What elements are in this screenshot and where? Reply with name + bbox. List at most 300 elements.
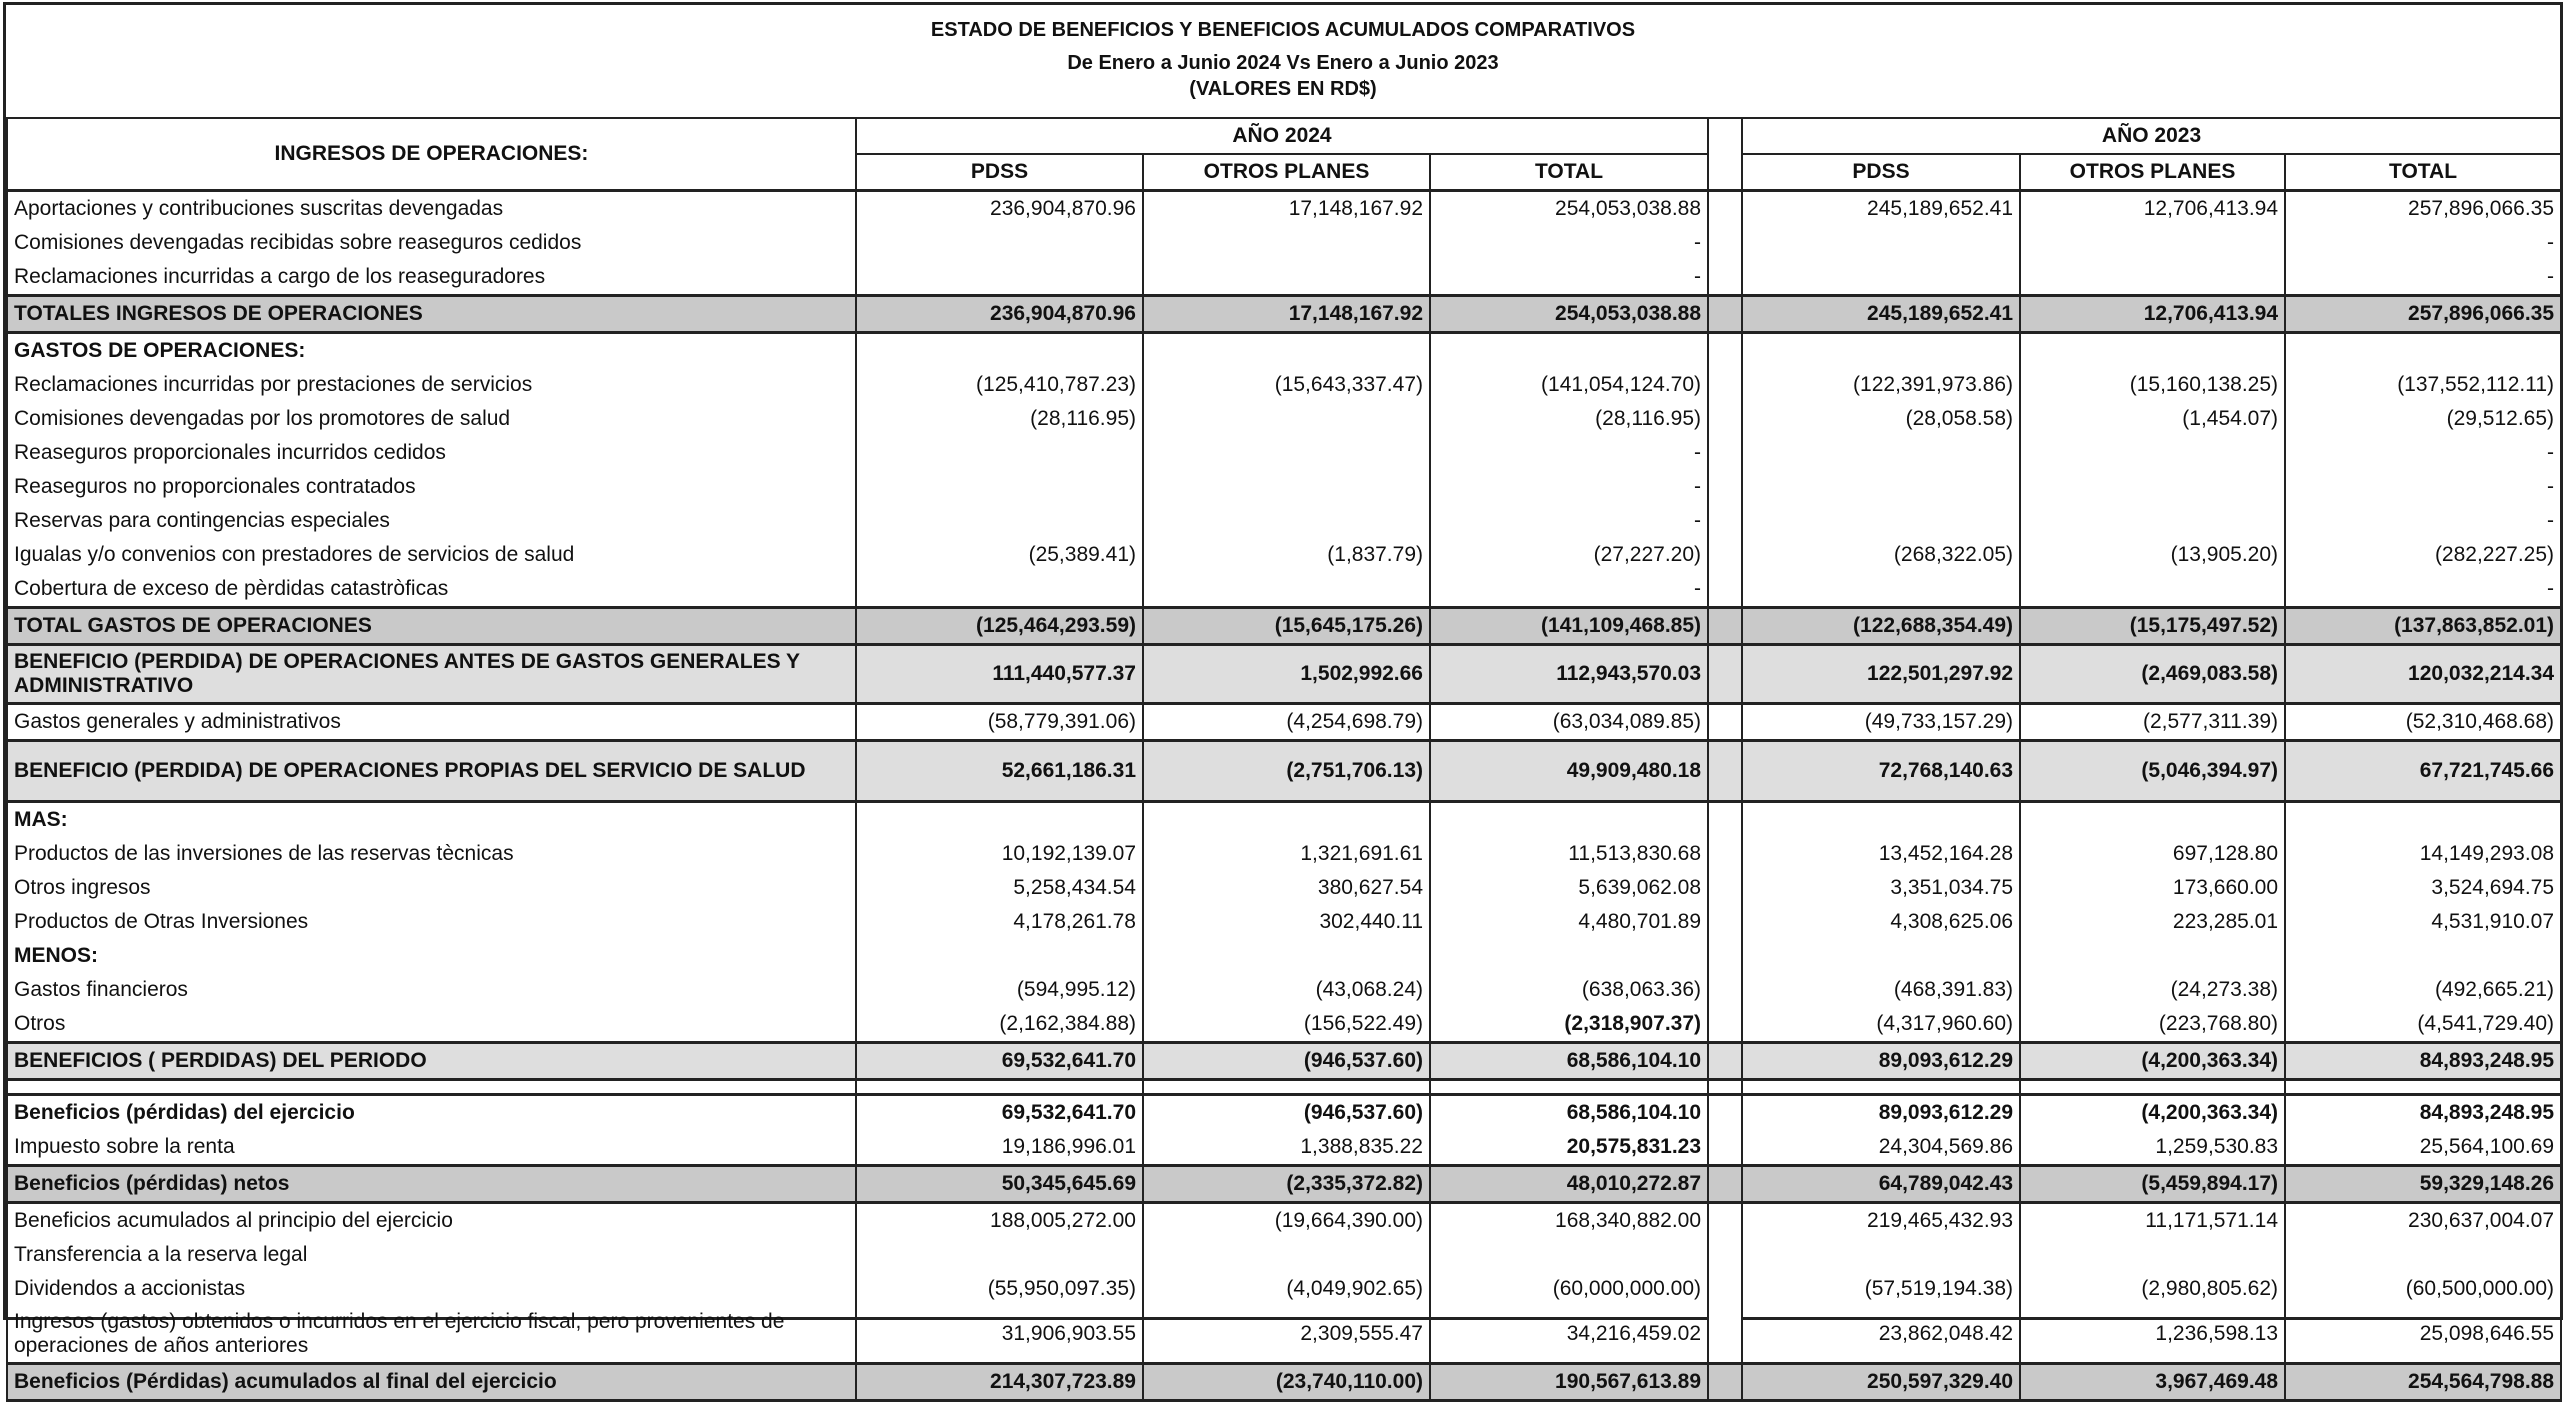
- value-cell: 67,721,745.66: [2285, 741, 2561, 802]
- table-row: [7, 704, 2561, 741]
- row-label: Impuesto sobre la renta: [7, 1130, 856, 1166]
- table-row: [7, 296, 2561, 333]
- value-cell: 214,307,723.89: [856, 1364, 1143, 1401]
- table-row: [7, 608, 2561, 645]
- value-cell: 2,309,555.47: [1143, 1306, 1430, 1364]
- value-cell: 59,329,148.26: [2285, 1166, 2561, 1203]
- value-cell: [856, 226, 1143, 260]
- value-cell: (594,995.12): [856, 973, 1143, 1007]
- value-cell: 1,502,992.66: [1143, 645, 1430, 704]
- value-cell: [2285, 802, 2561, 838]
- table-row: [7, 837, 2561, 871]
- value-cell: [856, 260, 1143, 296]
- value-cell: (946,537.60): [1143, 1095, 1430, 1131]
- value-cell: (2,469,083.58): [2020, 645, 2285, 704]
- value-cell: [1143, 333, 1430, 369]
- column-gap: [1708, 645, 1742, 704]
- value-cell: (24,273.38): [2020, 973, 2285, 1007]
- value-cell: (4,254,698.79): [1143, 704, 1430, 741]
- value-cell: [1430, 802, 1708, 838]
- row-label: Productos de Otras Inversiones: [7, 905, 856, 939]
- value-cell: [1430, 939, 1708, 973]
- value-cell: [1430, 333, 1708, 369]
- value-cell: 34,216,459.02: [1430, 1306, 1708, 1364]
- value-cell: (28,116.95): [1430, 402, 1708, 436]
- value-cell: 1,259,530.83: [2020, 1130, 2285, 1166]
- value-cell: [2020, 572, 2285, 608]
- value-cell: (5,459,894.17): [2020, 1166, 2285, 1203]
- row-label: Comisiones devengadas por los promotores de salud: [7, 402, 856, 436]
- separator-cell: [7, 1080, 856, 1095]
- value-cell: [1143, 802, 1430, 838]
- value-cell: (137,552,112.11): [2285, 368, 2561, 402]
- table-row: [7, 504, 2561, 538]
- value-cell: 257,896,066.35: [2285, 191, 2561, 227]
- value-cell: (2,318,907.37): [1430, 1007, 1708, 1043]
- column-gap: [1708, 1043, 1742, 1080]
- value-cell: 219,465,432.93: [1742, 1203, 2020, 1239]
- value-cell: (57,519,194.38): [1742, 1272, 2020, 1306]
- value-cell: (15,645,175.26): [1143, 608, 1430, 645]
- column-gap: [1708, 226, 1742, 260]
- column-gap: [1708, 504, 1742, 538]
- value-cell: 52,661,186.31: [856, 741, 1143, 802]
- value-cell: [856, 436, 1143, 470]
- statement-table: [6, 117, 2562, 1402]
- value-cell: 49,909,480.18: [1430, 741, 1708, 802]
- value-cell: (63,034,089.85): [1430, 704, 1708, 741]
- value-cell: [2020, 939, 2285, 973]
- value-cell: (268,322.05): [1742, 538, 2020, 572]
- value-cell: 3,967,469.48: [2020, 1364, 2285, 1401]
- table-row: [7, 191, 2561, 227]
- row-label: Gastos generales y administrativos: [7, 704, 856, 741]
- value-cell: 168,340,882.00: [1430, 1203, 1708, 1239]
- row-label: MAS:: [7, 802, 856, 838]
- value-cell: 25,098,646.55: [2285, 1306, 2561, 1364]
- value-cell: (13,905.20): [2020, 538, 2285, 572]
- value-cell: (282,227.25): [2285, 538, 2561, 572]
- value-cell: -: [2285, 504, 2561, 538]
- table-row: [7, 1364, 2561, 1401]
- value-cell: 10,192,139.07: [856, 837, 1143, 871]
- column-gap: [1708, 704, 1742, 741]
- table-row: [7, 871, 2561, 905]
- table-row: [7, 436, 2561, 470]
- value-cell: 380,627.54: [1143, 871, 1430, 905]
- value-cell: (2,577,311.39): [2020, 704, 2285, 741]
- value-cell: (15,175,497.52): [2020, 608, 2285, 645]
- separator-row: [7, 1080, 2561, 1095]
- value-cell: 69,532,641.70: [856, 1095, 1143, 1131]
- value-cell: 24,304,569.86: [1742, 1130, 2020, 1166]
- column-gap: [1708, 470, 1742, 504]
- value-cell: (60,000,000.00): [1430, 1272, 1708, 1306]
- column-gap: [1708, 118, 1742, 191]
- row-label: GASTOS DE OPERACIONES:: [7, 333, 856, 369]
- column-gap: [1708, 741, 1742, 802]
- column-gap: [1708, 837, 1742, 871]
- value-cell: 245,189,652.41: [1742, 191, 2020, 227]
- separator-cell: [1430, 1080, 1708, 1095]
- value-cell: 190,567,613.89: [1430, 1364, 1708, 1401]
- value-cell: [856, 333, 1143, 369]
- row-label: Reservas para contingencias especiales: [7, 504, 856, 538]
- value-cell: (29,512.65): [2285, 402, 2561, 436]
- row-label: BENEFICIOS ( PERDIDAS) DEL PERIODO: [7, 1043, 856, 1080]
- column-gap: [1708, 402, 1742, 436]
- value-cell: 31,906,903.55: [856, 1306, 1143, 1364]
- row-label: Ingresos (gastos) obtenidos o incurridos en el ejercicio fiscal, pero provenientes de operaciones de años anteriores: [7, 1306, 856, 1364]
- table-row: [7, 1007, 2561, 1043]
- col-pdss-2024: PDSS: [856, 154, 1143, 191]
- separator-cell: [2020, 1080, 2285, 1095]
- value-cell: 68,586,104.10: [1430, 1095, 1708, 1131]
- value-cell: [1143, 1238, 1430, 1272]
- value-cell: (137,863,852.01): [2285, 608, 2561, 645]
- financial-statement: [3, 2, 2563, 1393]
- value-cell: [856, 504, 1143, 538]
- value-cell: [1742, 226, 2020, 260]
- value-cell: 13,452,164.28: [1742, 837, 2020, 871]
- value-cell: (28,058.58): [1742, 402, 2020, 436]
- value-cell: (2,751,706.13): [1143, 741, 1430, 802]
- value-cell: [1430, 1238, 1708, 1272]
- value-cell: 3,524,694.75: [2285, 871, 2561, 905]
- value-cell: -: [1430, 260, 1708, 296]
- value-cell: (141,054,124.70): [1430, 368, 1708, 402]
- row-label: Otros ingresos: [7, 871, 856, 905]
- value-cell: 1,236,598.13: [2020, 1306, 2285, 1364]
- table-row: [7, 260, 2561, 296]
- col-pdss-2023: PDSS: [1742, 154, 2020, 191]
- value-cell: 48,010,272.87: [1430, 1166, 1708, 1203]
- value-cell: 236,904,870.96: [856, 191, 1143, 227]
- value-cell: (125,464,293.59): [856, 608, 1143, 645]
- value-cell: [1742, 470, 2020, 504]
- value-cell: (49,733,157.29): [1742, 704, 2020, 741]
- row-label: Beneficios (pérdidas) del ejercicio: [7, 1095, 856, 1131]
- value-cell: 254,564,798.88: [2285, 1364, 2561, 1401]
- column-gap: [1708, 1238, 1742, 1272]
- value-cell: [2285, 333, 2561, 369]
- value-cell: (122,688,354.49): [1742, 608, 2020, 645]
- value-cell: 302,440.11: [1143, 905, 1430, 939]
- value-cell: 64,789,042.43: [1742, 1166, 2020, 1203]
- row-label: Reaseguros proporcionales incurridos cedidos: [7, 436, 856, 470]
- table-row: [7, 402, 2561, 436]
- report-title: ESTADO DE BENEFICIOS Y BENEFICIOS ACUMULADOS COMPARATIVOS: [930, 19, 1636, 41]
- column-gap: [1708, 1166, 1742, 1203]
- value-cell: 254,053,038.88: [1430, 191, 1708, 227]
- value-cell: (43,068.24): [1143, 973, 1430, 1007]
- value-cell: [856, 939, 1143, 973]
- value-cell: 69,532,641.70: [856, 1043, 1143, 1080]
- column-gap: [1708, 1203, 1742, 1239]
- value-cell: (25,389.41): [856, 538, 1143, 572]
- col-otros-2024: OTROS PLANES: [1143, 154, 1430, 191]
- value-cell: 250,597,329.40: [1742, 1364, 2020, 1401]
- column-gap: [1708, 802, 1742, 838]
- year-2024-header: AÑO 2024: [856, 118, 1708, 154]
- value-cell: (1,454.07): [2020, 402, 2285, 436]
- value-cell: [1742, 802, 2020, 838]
- table-row: [7, 802, 2561, 838]
- table-row: [7, 1130, 2561, 1166]
- value-cell: (4,049,902.65): [1143, 1272, 1430, 1306]
- value-cell: (15,160,138.25): [2020, 368, 2285, 402]
- value-cell: 254,053,038.88: [1430, 296, 1708, 333]
- value-cell: 4,308,625.06: [1742, 905, 2020, 939]
- column-gap: [1708, 1130, 1742, 1166]
- value-cell: (946,537.60): [1143, 1043, 1430, 1080]
- column-gap: [1708, 1007, 1742, 1043]
- value-cell: (141,109,468.85): [1430, 608, 1708, 645]
- row-label: BENEFICIO (PERDIDA) DE OPERACIONES PROPIAS DEL SERVICIO DE SALUD: [7, 741, 856, 802]
- table-row: [7, 572, 2561, 608]
- value-cell: -: [1430, 436, 1708, 470]
- value-cell: [1742, 504, 2020, 538]
- value-cell: (468,391.83): [1742, 973, 2020, 1007]
- row-label: Reaseguros no proporcionales contratados: [7, 470, 856, 504]
- col-total-2023: TOTAL: [2285, 154, 2561, 191]
- col-otros-2023: OTROS PLANES: [2020, 154, 2285, 191]
- value-cell: -: [2285, 226, 2561, 260]
- table-row: [7, 470, 2561, 504]
- value-cell: [2020, 470, 2285, 504]
- value-cell: (55,950,097.35): [856, 1272, 1143, 1306]
- year-header-row: [7, 118, 2561, 154]
- row-label: Otros: [7, 1007, 856, 1043]
- value-cell: 245,189,652.41: [1742, 296, 2020, 333]
- value-cell: (4,317,960.60): [1742, 1007, 2020, 1043]
- section-header: INGRESOS DE OPERACIONES:: [7, 118, 856, 191]
- value-cell: [2020, 1238, 2285, 1272]
- table-row: [7, 333, 2561, 369]
- value-cell: (125,410,787.23): [856, 368, 1143, 402]
- value-cell: (223,768.80): [2020, 1007, 2285, 1043]
- value-cell: [856, 572, 1143, 608]
- value-cell: (19,664,390.00): [1143, 1203, 1430, 1239]
- col-total-2024: TOTAL: [1430, 154, 1708, 191]
- value-cell: 68,586,104.10: [1430, 1043, 1708, 1080]
- value-cell: -: [1430, 470, 1708, 504]
- value-cell: (156,522.49): [1143, 1007, 1430, 1043]
- column-gap: [1708, 333, 1742, 369]
- value-cell: [856, 470, 1143, 504]
- value-cell: 236,904,870.96: [856, 296, 1143, 333]
- row-label: BENEFICIO (PERDIDA) DE OPERACIONES ANTES DE GASTOS GENERALES Y ADMINISTRATIVO: [7, 645, 856, 704]
- value-cell: (2,162,384.88): [856, 1007, 1143, 1043]
- year-2023-header: AÑO 2023: [1742, 118, 2561, 154]
- value-cell: -: [2285, 572, 2561, 608]
- value-cell: 5,258,434.54: [856, 871, 1143, 905]
- row-label: Beneficios (pérdidas) netos: [7, 1166, 856, 1203]
- value-cell: [2020, 802, 2285, 838]
- row-label: Cobertura de exceso de pèrdidas catastròficas: [7, 572, 856, 608]
- value-cell: [856, 802, 1143, 838]
- column-gap: [1708, 260, 1742, 296]
- value-cell: 223,285.01: [2020, 905, 2285, 939]
- value-cell: 3,351,034.75: [1742, 871, 2020, 905]
- value-cell: -: [1430, 504, 1708, 538]
- value-cell: 14,149,293.08: [2285, 837, 2561, 871]
- table-row: [7, 973, 2561, 1007]
- column-gap: [1708, 905, 1742, 939]
- value-cell: 12,706,413.94: [2020, 296, 2285, 333]
- table-row: [7, 368, 2561, 402]
- column-gap: [1708, 1306, 1742, 1364]
- value-cell: 19,186,996.01: [856, 1130, 1143, 1166]
- value-cell: (638,063.36): [1430, 973, 1708, 1007]
- column-gap: [1708, 1095, 1742, 1131]
- value-cell: (58,779,391.06): [856, 704, 1143, 741]
- report-subtitle: De Enero a Junio 2024 Vs Enero a Junio 2023: [1067, 52, 1499, 74]
- value-cell: [2020, 436, 2285, 470]
- value-cell: 122,501,297.92: [1742, 645, 2020, 704]
- column-gap: [1708, 368, 1742, 402]
- table-row: [7, 1095, 2561, 1131]
- row-label: TOTALES INGRESOS DE OPERACIONES: [7, 296, 856, 333]
- value-cell: 120,032,214.34: [2285, 645, 2561, 704]
- value-cell: 12,706,413.94: [2020, 191, 2285, 227]
- value-cell: (2,335,372.82): [1143, 1166, 1430, 1203]
- column-gap: [1708, 608, 1742, 645]
- column-gap: [1708, 436, 1742, 470]
- value-cell: -: [1430, 226, 1708, 260]
- row-label: Igualas y/o convenios con prestadores de servicios de salud: [7, 538, 856, 572]
- separator-cell: [1708, 1080, 1742, 1095]
- table-row: [7, 741, 2561, 802]
- value-cell: -: [2285, 260, 2561, 296]
- value-cell: [1143, 436, 1430, 470]
- value-cell: [2285, 939, 2561, 973]
- value-cell: [1143, 226, 1430, 260]
- value-cell: 84,893,248.95: [2285, 1095, 2561, 1131]
- value-cell: (4,541,729.40): [2285, 1007, 2561, 1043]
- value-cell: 25,564,100.69: [2285, 1130, 2561, 1166]
- column-gap: [1708, 1364, 1742, 1401]
- column-gap: [1708, 1272, 1742, 1306]
- column-gap: [1708, 296, 1742, 333]
- value-cell: [1143, 939, 1430, 973]
- value-cell: [1742, 1238, 2020, 1272]
- value-cell: [1742, 436, 2020, 470]
- value-cell: 4,178,261.78: [856, 905, 1143, 939]
- value-cell: (122,391,973.86): [1742, 368, 2020, 402]
- value-cell: [1742, 572, 2020, 608]
- column-gap: [1708, 572, 1742, 608]
- column-gap: [1708, 871, 1742, 905]
- value-cell: [1742, 939, 2020, 973]
- row-label: Beneficios (Pérdidas) acumulados al final del ejercicio: [7, 1364, 856, 1401]
- value-cell: (28,116.95): [856, 402, 1143, 436]
- value-cell: 11,513,830.68: [1430, 837, 1708, 871]
- value-cell: (15,643,337.47): [1143, 368, 1430, 402]
- value-cell: 4,480,701.89: [1430, 905, 1708, 939]
- value-cell: 20,575,831.23: [1430, 1130, 1708, 1166]
- value-cell: 188,005,272.00: [856, 1203, 1143, 1239]
- value-cell: (23,740,110.00): [1143, 1364, 1430, 1401]
- value-cell: 697,128.80: [2020, 837, 2285, 871]
- column-gap: [1708, 191, 1742, 227]
- value-cell: 11,171,571.14: [2020, 1203, 2285, 1239]
- table-row: [7, 939, 2561, 973]
- value-cell: [1143, 470, 1430, 504]
- table-row: [7, 1166, 2561, 1203]
- value-cell: [1143, 402, 1430, 436]
- report-currency: (VALORES EN RD$): [1189, 78, 1377, 100]
- value-cell: 173,660.00: [2020, 871, 2285, 905]
- value-cell: (60,500,000.00): [2285, 1272, 2561, 1306]
- value-cell: [2020, 333, 2285, 369]
- value-cell: [1143, 572, 1430, 608]
- value-cell: [1143, 504, 1430, 538]
- separator-cell: [1143, 1080, 1430, 1095]
- value-cell: (4,200,363.34): [2020, 1043, 2285, 1080]
- separator-cell: [856, 1080, 1143, 1095]
- value-cell: 17,148,167.92: [1143, 191, 1430, 227]
- value-cell: [2285, 1238, 2561, 1272]
- value-cell: (492,665.21): [2285, 973, 2561, 1007]
- value-cell: (5,046,394.97): [2020, 741, 2285, 802]
- row-label: Gastos financieros: [7, 973, 856, 1007]
- table-row: [7, 538, 2561, 572]
- row-label: Comisiones devengadas recibidas sobre reaseguros cedidos: [7, 226, 856, 260]
- column-gap: [1708, 538, 1742, 572]
- value-cell: 84,893,248.95: [2285, 1043, 2561, 1080]
- column-gap: [1708, 939, 1742, 973]
- value-cell: 23,862,048.42: [1742, 1306, 2020, 1364]
- value-cell: 1,388,835.22: [1143, 1130, 1430, 1166]
- value-cell: [1742, 333, 2020, 369]
- row-label: Beneficios acumulados al principio del ejercicio: [7, 1203, 856, 1239]
- value-cell: 4,531,910.07: [2285, 905, 2561, 939]
- row-label: Aportaciones y contribuciones suscritas devengadas: [7, 191, 856, 227]
- table-row: [7, 1306, 2561, 1364]
- table-row: [7, 226, 2561, 260]
- value-cell: [856, 1238, 1143, 1272]
- row-label: Productos de las inversiones de las reservas tècnicas: [7, 837, 856, 871]
- table-row: [7, 1203, 2561, 1239]
- value-cell: (4,200,363.34): [2020, 1095, 2285, 1131]
- value-cell: (52,310,468.68): [2285, 704, 2561, 741]
- row-label: Reclamaciones incurridas por prestaciones de servicios: [7, 368, 856, 402]
- row-label: MENOS:: [7, 939, 856, 973]
- row-label: Reclamaciones incurridas a cargo de los reaseguradores: [7, 260, 856, 296]
- value-cell: 72,768,140.63: [1742, 741, 2020, 802]
- value-cell: [1742, 260, 2020, 296]
- row-label: Transferencia a la reserva legal: [7, 1238, 856, 1272]
- report-header: [6, 5, 2560, 117]
- table-row: [7, 1043, 2561, 1080]
- table-row: [7, 645, 2561, 704]
- value-cell: -: [1430, 572, 1708, 608]
- value-cell: 5,639,062.08: [1430, 871, 1708, 905]
- value-cell: (2,980,805.62): [2020, 1272, 2285, 1306]
- table-row: [7, 1238, 2561, 1272]
- table-row: [7, 1272, 2561, 1306]
- value-cell: 111,440,577.37: [856, 645, 1143, 704]
- value-cell: 257,896,066.35: [2285, 296, 2561, 333]
- value-cell: (1,837.79): [1143, 538, 1430, 572]
- value-cell: -: [2285, 436, 2561, 470]
- separator-cell: [2285, 1080, 2561, 1095]
- value-cell: 230,637,004.07: [2285, 1203, 2561, 1239]
- value-cell: [2020, 260, 2285, 296]
- value-cell: [2020, 504, 2285, 538]
- row-label: TOTAL GASTOS DE OPERACIONES: [7, 608, 856, 645]
